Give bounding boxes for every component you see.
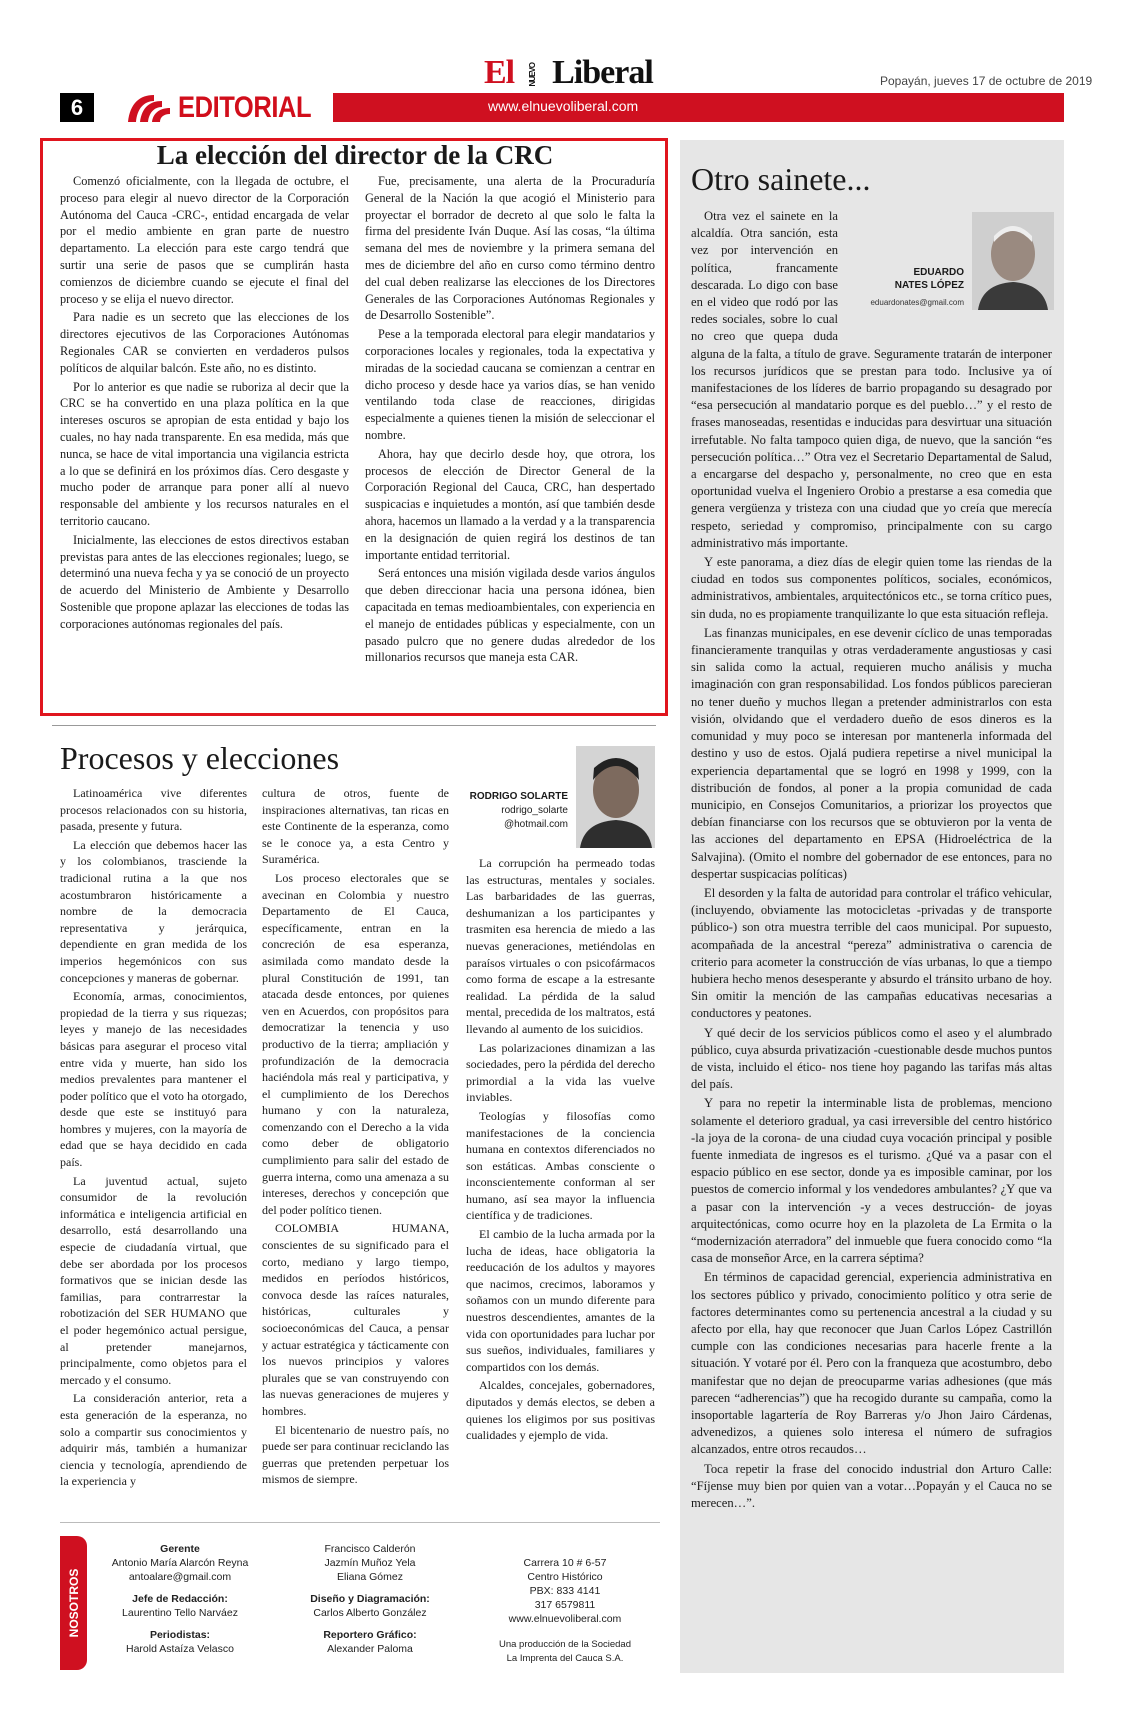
- paragraph: Y qué decir de los servicios públicos como el aseo y el alumbrado público, cuya absurda privatización -cuestionable desde muchos puntos de vista, incluido el ético- nos tiene hoy pagando las tarifas más altas del país.: [691, 1025, 1052, 1092]
- author-first-name: EDUARDO: [913, 267, 964, 278]
- paragraph: Para nadie es un secreto que las elecciones de los directores ejecutivos de las Corporaciones Autónomas Regionales CAR se convierten en verdaderos pulsos políticos de alquilar balcón. Este año, no es distinto.: [60, 310, 349, 375]
- paragraph: Comenzó oficialmente, con la llegada de octubre, el proceso para elegir al nuevo director de la Corporación Autónoma del Cauca -CRC-, entidad encargada de velar por el medio ambiente en gran parte de nuestro departamento. La elección para este cargo tendrá que surtir una serie de pasos que se cumplirán hasta comienzos de diciembre cuando se ejecute el final del proceso y se elija el nuevo director.: [60, 174, 349, 306]
- page-number: 6: [60, 93, 94, 122]
- red-stripes-decoration: [120, 93, 170, 122]
- staff-heading: Jefe de Redacción:: [132, 1593, 228, 1605]
- paragraph: Inicialmente, las elecciones de estos directivos estaban previstas para antes de las elecciones regionales; luego, se determinó una nueva fecha y ya se conoció de un proyecto de acuerdo del Ministerio de Ambiente y Desarrollo Sostenible que propone aplazar las elecciones de todas las corporaciones autónomas regionales del país.: [60, 532, 349, 631]
- staff-heading: Reportero Gráfico:: [323, 1629, 417, 1641]
- production-line: Una producción de la Sociedad: [498, 1639, 632, 1650]
- website-line[interactable]: www.elnuevoliberal.com: [508, 1613, 622, 1625]
- address-line: Carrera 10 # 6-57: [523, 1557, 607, 1569]
- article-author: [462, 790, 568, 832]
- author-last-name: NATES LÓPEZ: [894, 280, 964, 291]
- paragraph: Ahora, hay que decirlo desde hoy, que otrora, los procesos de elección de Director General de la Corporación Regional del Cauca, CRC, han despertado suspicacias e inquietudes a montón, así que también desde ahora, hacemos un llamado a la verdad y a la transparencia en la designación de quien regirá los destinos de tan importante entidad territorial.: [365, 446, 655, 562]
- paragraph: Y para no repetir la interminable lista de problemas, menciono solamente el deterioro gradual, ya casi irreversible del centro histórico -la joya de la corona- de una ciudad cuya vocación principal y posible fuente inmediata de ingresos es el turismo. ¿Qué va a pasar con el espacio público en ese sector, donde ya es imposible caminar, por los puestos de comercio informal y los vendedores ambulantes? ¿Y que va a pasar con la intervención -y a veces destrucción- de joyas arquitectónicas, como ocurre hoy en la plazoleta de La Ermita o la “modernización aterradora” del inmueble que fuera conocido como “la casa de monseñor Arce, en la carrera séptima?: [691, 1096, 1052, 1266]
- website-link[interactable]: www.elnuevoliberal.com: [488, 98, 639, 114]
- paragraph: Será entonces una misión vigilada desde varios ángulos que deben direccionar hacia una persona idónea, bien capacitada en temas medioambientales, con experiencia en el manejo de entidades públicas y especialmente, con un pasado pulcro que no genere dudas alrededor de los millonarios recursos que maneja esta CAR.: [365, 566, 655, 665]
- staff-name: Alexander Paloma: [327, 1643, 413, 1655]
- phone-line: 317 6579811: [534, 1599, 596, 1611]
- staff-email[interactable]: antoalare@gmail.com: [128, 1571, 232, 1583]
- paragraph: Las polarizaciones dinamizan a las sociedades, pero la pérdida del derecho primordial a la vida las vuelve inviables.: [466, 1040, 655, 1105]
- paragraph: Las finanzas municipales, en ese devenir cíclico de unas temporadas financieramente tranquilas y otras verdaderamente angustiosas y casi sin salida como la actual, requieren mucho análisis y mucha imaginación con gran responsabilidad. Los fondos públicos parecieran no tener dueño y muchos llegan a pretender administrarlos con esta visión, olvidando que el verdadero dueño de esos dineros es la comunidad y muy poco se interesan por mantenerla informada del destino y uso de estos. Ojalá pudiera repetirse a nivel municipal la experiencia departamental que se logró en 1998 y 1999, con la distribución de fondos, al poner a la propia comunidad de cada municipio, en Consejos Comunitarios, a priorizar los proyectos que debían financiarse con los recursos que se obtuvieron por la venta de las acciones del departamento en EPSA (Hidroeléctrica de la Salvajina). (Omito el nombre del gobernador de ese entonces, para no despertar suspicacias políticas): [691, 625, 1052, 881]
- staff-tag: [60, 1536, 87, 1670]
- author-email-line-2: @hotmail.com: [503, 819, 568, 830]
- paragraph: El bicentenario de nuestro país, no puede ser para continuar reciclando las guerras que pretenden perpetuar los mismos de siempre.: [262, 1422, 449, 1487]
- phone-line: PBX: 833 4141: [529, 1585, 601, 1597]
- paragraph: La juventud actual, sujeto consumidor de la revolución informática e inteligencia artificial en desarrollo, está desarrollando una especie de ciudadanía virtual, que debe ser abordada por los procesos formativos que se inician desde las familias, para contrarrestar la robotización del SER HUMANO que el poder hegemónico actual persigue, al pretender manejarnos, principalmente, como objetos para el mercado y el consumo.: [60, 1173, 247, 1387]
- paragraph: Economía, armas, conocimientos, propiedad de la tierra y sus riquezas; leyes y manejo de las necesidades básicas para asegurar el proceso vital entre vida y muerte, han sido los medios prevalentes para mantener el poder político que el voto ha otorgado, desde que este se instituyó para hombres y mujeres, con la mayoría de edad que se haya decidido en cada país.: [60, 989, 247, 1170]
- staff-block-team: [290, 1542, 450, 1656]
- paragraph: Toca repetir la frase del conocido industrial don Arturo Calle: “Fíjense muy bien por quien van a votar…Popayán y el Cauca no se merecen…”.: [691, 1461, 1052, 1511]
- paragraph: Otra vez el sainete en la alcaldía. Otra sanción, esta vez por intervención en política, francamente descarada. Lo digo con base en el video que rodó por las redes sociales, sobre lo cual no creo que quepa duda alguna de la falta, a título de grave. Seguramente tratarán de interponer los recursos jurídicos que se prestan para todo. Inclusive ya oí manifestaciones de los líderes de barrio propagando su desagrado por “esa persecución al mandatario porque es del pueblo…” y el resto de frases manoseadas, resentidas e inducidas para desvirtuar una situación irrefutable. No falta tampoco quien diga, de nuevo, que la sanción “es persecución política…” Otra vez el Secretario Departamental de Salud, a encargarse del despacho y, personalmente, no creo que en esta oportunidad vuelva el Ingeniero Orobio a prestarse a esa comedia que genera vergüenza y tristeza con una ciudad que yo creía que merecía respeto, seriedad y compromiso, principalmente con su cargo administrativo más importante.: [691, 209, 1052, 550]
- editorial-column-2: [365, 173, 655, 703]
- staff-tag-label: NOSOTROS: [66, 1568, 81, 1638]
- logo-el: El: [484, 54, 515, 91]
- staff-heading: Gerente: [160, 1543, 200, 1555]
- staff-block-management: [100, 1542, 260, 1656]
- paragraph: Pese a la temporada electoral para elegir mandatarios y corporaciones locales y regionales, toda la expectativa y miradas de la sociedad caucana se comienzan a centrar en dicho proceso y desde hace ya varios días, se han venido ventilando toda clase de reacciones, dirigidas especialmente a quienes tienen la misión de seleccionar el nombre.: [365, 327, 655, 442]
- paragraph: La corrupción ha permeado todas las estructuras, mentales y sociales. Las barbaridades de las guerras, deshumanizan a los participantes y trasmiten esa herencia de miedo a las nuevas generaciones, metiéndolas en paraísos virtuales o con psicofármacos como forma de escape a la estresante realidad. La pérdida de la salud mental, precedida de los maltratos, está llevando al aumento de los suicidios.: [466, 856, 655, 1036]
- paragraph: El cambio de la lucha armada por la lucha de ideas, hace obligatoria la reeducación de los adultos y mayores que nacimos, crecimos, laboramos y soñamos con un mundo diferente para nuestros descendientes, amantes de la vida con oportunidades para luchar por sus sueños, individuales, familiares y compartidos con los demás.: [466, 1227, 655, 1374]
- article-title: Procesos y elecciones: [60, 740, 340, 776]
- dateline: Popayán, jueves 17 de octubre de 2019: [880, 74, 1093, 88]
- staff-name: Francisco Calderón: [324, 1543, 416, 1555]
- opinion-author-email[interactable]: eduardonates@gmail.com: [870, 298, 964, 307]
- opinion-column-title: Otro sainete...: [691, 161, 871, 197]
- paragraph: COLOMBIA HUMANA, conscientes de su significado para el corto, mediano y largo tiempo, medidos en períodos históricos, convoca desde las raíces naturales, históricas, culturales y socioeconómicas del Cauca, a pensar y actuar estratégica y tácticamente con los nuevos principios y valores plurales que se van construyendo con las nuevas generaciones de mujeres y hombres.: [262, 1221, 449, 1418]
- paragraph: Fue, precisamente, una alerta de la Procuraduría General de la Nación la que acogió el Ministerio para proyectar el borrador de decreto al que solo le falta la firma del presidente Iván Duque. Así las cosas, “la última semana del mes de noviembre y la primera semana del mes de diciembre del año en curso como término dentro del cual deben realizarse las elecciones de los Directores Generales de las Corporaciones Autónomas Regionales y de Desarrollo Sostenible”.: [365, 174, 655, 323]
- paragraph: Teologías y filosofías como manifestaciones de la conciencia humana en contextos diferenciados no son estáticas. Ambas consciente o inconscientemente conforman al ser humano, así sea mayor la influencia científica y de tradiciones.: [466, 1108, 655, 1223]
- paragraph: Latinoamérica vive diferentes procesos relacionados con su historia, pasada, presente y futura.: [60, 786, 247, 834]
- author-name: RODRIGO SOLARTE: [469, 791, 568, 802]
- opinion-column-text: [691, 208, 1052, 1650]
- photo-float-spacer: [838, 208, 1052, 344]
- section-label: EDITORIAL: [178, 91, 312, 124]
- paragraph: La elección que debemos hacer las y los colombianos, trasciende la tradicional rutina a la que nos acostumbraron históricamente a nombre de la democracia representativa y jerárquica, dependiente en gran medida de los imperios hegemónicos con sus concepciones y maneras de gobernar.: [60, 837, 247, 985]
- logo-liberal: Liberal: [552, 54, 653, 91]
- paragraph: Los proceso electorales que se avecinan en Colombia y nuestro Departamento de El Cauca, específicamente, entran en la concreción de esa esperanza, asimilada como mandato desde la plural Constitución de 1991, tan atacada desde entonces, por quienes ven en Acuerdos, con propósitos para democratizar la tenencia y uso productivo de la tierra; ampliación y profundización de la democracia haciéndola más real y participativa, y el cumplimiento de los Derechos humano y con la naturaleza, comenzando con el Derecho a la vida como deber de obligatorio cumplimiento para salir del estado de guerra interna, como una amenaza a su intereses, derechos y concepción que del poder político tienen.: [262, 870, 449, 1217]
- staff-heading: Periodistas:: [149, 1629, 211, 1641]
- staff-block-contact: [485, 1556, 645, 1666]
- paragraph: cultura de otros, fuente de inspiraciones alternativas, tan ricas en este Continente de la esperanza, como se le conoce ya, a esta Centro y Suramérica.: [262, 786, 449, 867]
- staff-name: Eliana Gómez: [337, 1571, 403, 1583]
- article-column-1: [60, 785, 247, 1505]
- staff-name: Jazmín Muñoz Yela: [324, 1557, 416, 1569]
- logo-nuevo: NUEVO: [528, 63, 538, 87]
- paragraph: El desorden y la falta de autoridad para controlar el tráfico vehicular, (incluyendo, obviamente las motocicletas -privadas y de transporte público-) son otra muestra terrible del caos municipal. Por supuesto, acompañada de la ancestral “pereza” administrativa o carencia de criterio para acometer la construcción de vías urbanas, lo que a tiempo hubiera hecho menos desesperante y absurdo el tránsito urbano de hoy. Sin omitir la mención de las campañas educativas necesarias a conductores y peatones.: [691, 885, 1052, 1021]
- staff-divider: [60, 1522, 660, 1523]
- article-author-photo: [576, 746, 655, 848]
- paragraph: Alcaldes, concejales, gobernadores, diputados y demás electos, se deben a quienes los eligimos por sus positivas cualidades y ejemplo de vida.: [466, 1378, 655, 1443]
- production-line: La Imprenta del Cauca S.A.: [506, 1653, 624, 1664]
- article-column-2: [262, 785, 449, 1505]
- staff-name: Antonio María Alarcón Reyna: [111, 1557, 249, 1569]
- header-red-bar: [333, 93, 1064, 122]
- editorial-column-1: [60, 173, 349, 703]
- paragraph: Por lo anterior es que nadie se ruboriza al decir que la CRC se ha convertido en una plaza política en la que intereses oscuros se apropian de esta entidad y bajo los cuales, no hay nada transparente. En esa medida, más que nunca, se hace de vital importancia una vigilancia estricta a lo que se definirá en los próximos días. Cero desgaste y mucho poder de arranque para poner allí al nuevo responsable del ambiente y los recursos naturales en el territorio caucano.: [60, 379, 349, 528]
- paragraph: Y este panorama, a diez días de elegir quien tome las riendas de la ciudad en todos sus componentes políticos, sociales, económicos, administrativos, ambientales, arquitectónicos etc., se torna crítico pues, sin duda, no es propiamente tranquilizante lo que esta situación refleja.: [691, 555, 1052, 621]
- staff-name: Harold Astaíza Velasco: [126, 1643, 234, 1655]
- newspaper-logo: [484, 56, 653, 90]
- paragraph: En términos de capacidad gerencial, experiencia administrativa en los sectores público y privado, conocimiento político y otra serie de factores determinantes como su pertenencia ancestral a la ciudad y su afecto por ella, hay que reconocer que Juan Carlos López Castrillón cumple con las condiciones necesarias para hacerle frente a la situación. Y votaré por él. Pero con la franqueza que acostumbro, debo manifestar que no dejan de preocuparme varias adhesiones (que más parecen “adherencias”) que ha recogido durante su campaña, como la insoportable lagartería de Roy Barreras y/o Jhon Jairo Cárdenas, advenedizos, a quienes solo interesa el número de sufragios alcanzados, entre otros recaudos…: [691, 1270, 1052, 1457]
- article-column-3: [466, 855, 655, 1505]
- section-divider: [52, 725, 656, 726]
- author-email-line-1: rodrigo_solarte: [501, 805, 568, 816]
- paragraph: La consideración anterior, reta a esta generación de la esperanza, no solo a compartir sus conocimientos y adquirir más, también a humanizar ciencia y tecnología, aprendiendo de la experiencia y: [60, 1391, 247, 1489]
- staff-name: Laurentino Tello Narváez: [122, 1607, 238, 1619]
- address-line: Centro Histórico: [527, 1571, 603, 1583]
- editorial-title: La elección del director de la CRC: [156, 140, 554, 170]
- staff-heading: Diseño y Diagramación:: [310, 1593, 430, 1605]
- staff-name: Carlos Alberto González: [313, 1607, 427, 1619]
